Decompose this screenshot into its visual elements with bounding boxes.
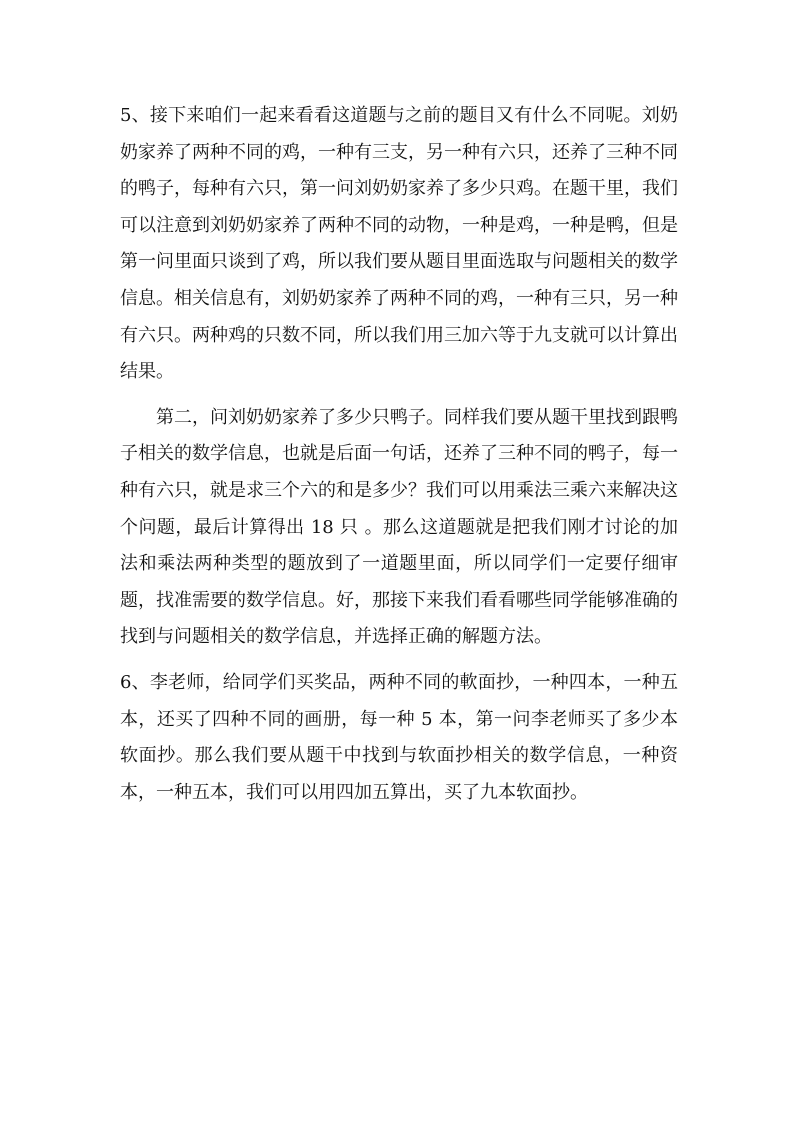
paragraph-question-6: 6、李老师，给同学们买奖品，两种不同的軟面抄，一种四本，一种五本，还买了四种不同的画册，每一种 5 本，第一问李老师买了多少本软面抄。那么我们要从题干中找到与软面抄相关的数学信息，一种资本，一种五本，我们可以用四加五算出，买了九本软面抄。 <box>120 671 678 803</box>
document-body <box>120 98 678 811</box>
paragraph-question-5-part-2: 第二，问刘奶奶家养了多少只鸭子。同样我们要从题干里找到跟鸭子相关的数学信息，也就是后面一句话，还养了三种不同的鸭子，每一种有六只，就是求三个六的和是多少？我们可以用乘法三乘六来解决这个问题，最后计算得出 18 只 。那么这道题就是把我们刚才讨论的加法和乘法两种类型的题放到了一道题里面，所以同学们一定要仔细审题，找准需要的数学信息。好，那接下来我们看看哪些同学能够准确的找到与问题相关的数学信息，并选择正确的解题方法。 <box>120 406 678 648</box>
paragraph-question-5: 5、接下来咱们一起来看看这道题与之前的题目又有什么不同呢。刘奶奶家养了两种不同的鸡，一种有三支，另一种有六只，还养了三种不同的鸭子，每种有六只，第一问刘奶奶家养了多少只鸡。在题干里，我们可以注意到刘奶奶家养了两种不同的动物，一种是鸡，一种是鸭，但是第一问里面只谈到了鸡，所以我们要从题目里面选取与问题相关的数学信息。相关信息有，刘奶奶家养了两种不同的鸡，一种有三只，另一种有六只。两种鸡的只数不同，所以我们用三加六等于九支就可以计算出结果。 <box>120 105 678 383</box>
